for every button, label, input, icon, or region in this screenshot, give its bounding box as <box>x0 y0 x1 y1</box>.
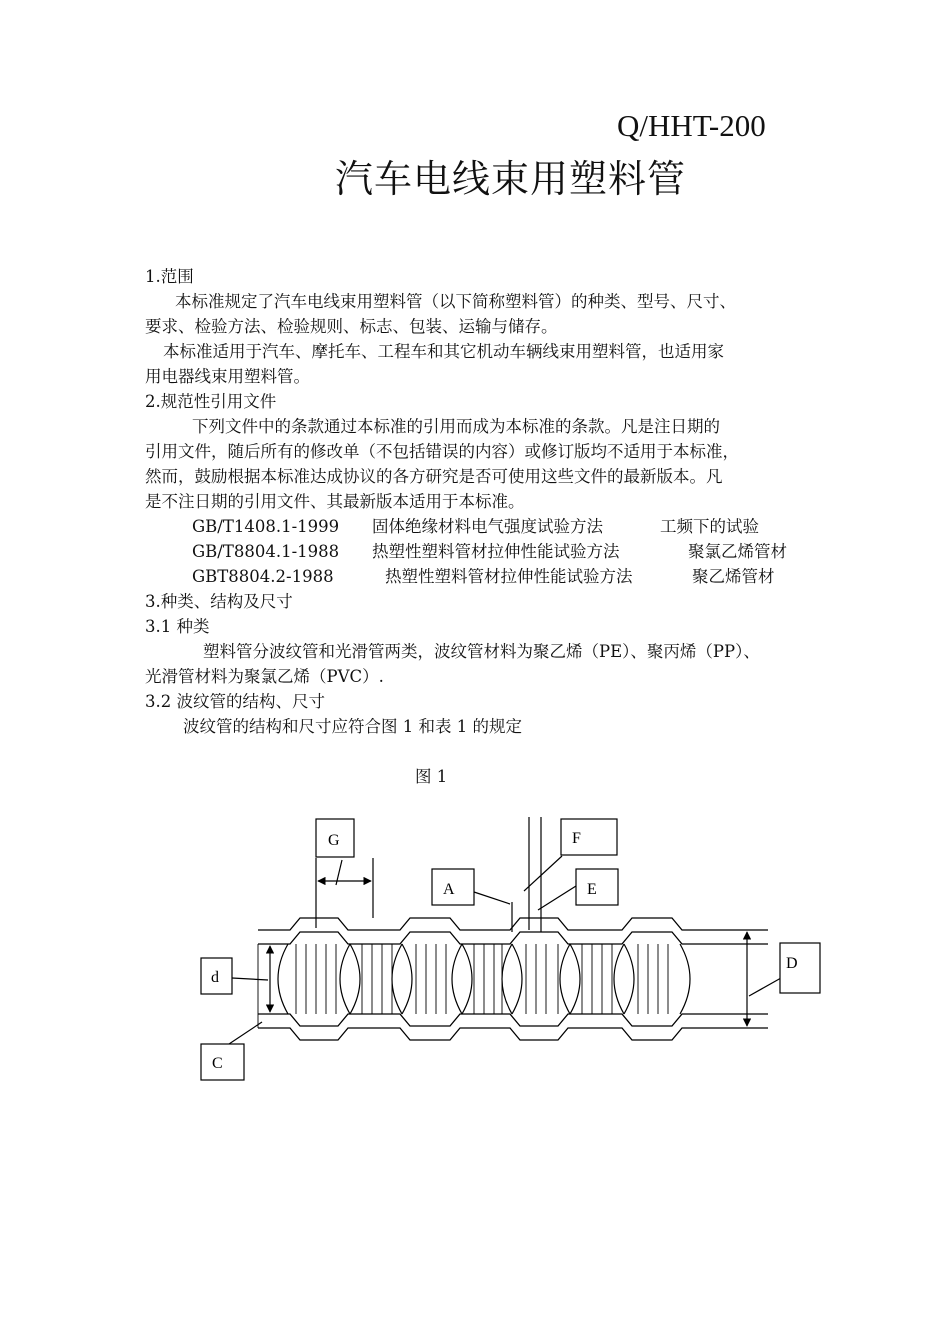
dimension-c <box>226 1022 262 1046</box>
label-d-small: d <box>211 969 219 986</box>
document-title: 汽车电线束用塑料管 <box>335 157 687 201</box>
section-3-2-paragraph: 波纹管的结构和尺寸应符合图 1 和表 1 的规定 <box>183 717 522 736</box>
pipe-hatching <box>258 944 768 1028</box>
section-2-paragraph-line: 然而，鼓励根据本标准达成协议的各方研究是否可使用这些文件的最新版本。凡 <box>145 467 723 486</box>
label-a: A <box>443 881 455 898</box>
section-3-1-paragraph-line: 光滑管材料为聚氯乙烯（PVC）. <box>145 667 384 686</box>
section-3-1-paragraph-line: 塑料管分波纹管和光滑管两类，波纹管材料为聚乙烯（PE）、聚丙烯（PP）、 <box>203 642 760 661</box>
ref-note: 工频下的试验 <box>660 517 759 536</box>
ref-name: 固体绝缘材料电气强度试验方法 <box>372 517 603 536</box>
label-e: E <box>587 881 597 898</box>
ref-name: 热塑性塑料管材拉伸性能试验方法 <box>372 542 620 561</box>
section-2-paragraph-line: 引用文件，随后所有的修改单（不包括错误的内容）或修订版均不适用于本标准， <box>145 442 739 461</box>
dimension-e <box>538 886 576 910</box>
callout-box-e <box>576 869 618 905</box>
section-1-paragraph-line: 用电器线束用塑料管。 <box>145 367 310 386</box>
ref-code: GB/T1408.1-1999 <box>192 517 340 536</box>
section-2-paragraph-line: 下列文件中的条款通过本标准的引用而成为本标准的条款。凡是注日期的 <box>192 417 720 436</box>
section-3-1-heading: 3.1 种类 <box>145 617 210 636</box>
section-3-2-heading: 3.2 波纹管的结构、尺寸 <box>145 692 325 711</box>
figure-caption: 图 1 <box>415 767 448 786</box>
pipe-outline <box>258 918 768 1040</box>
section-1-paragraph-line: 本标准适用于汽车、摩托车、工程车和其它机动车辆线束用塑料管，也适用家 <box>163 342 724 361</box>
ref-note: 聚氯乙烯管材 <box>688 542 787 561</box>
dimension-f <box>524 817 562 932</box>
dimension-a <box>474 892 512 932</box>
label-g: G <box>328 832 340 849</box>
label-c: C <box>212 1055 223 1072</box>
dimension-d-large <box>747 932 781 1026</box>
section-3-heading: 3.种类、结构及尺寸 <box>145 592 293 611</box>
dimension-d-small <box>232 946 270 1012</box>
section-2-heading: 2.规范性引用文件 <box>145 392 277 411</box>
callout-box-f <box>561 819 617 855</box>
ref-code: GB/T8804.1-1988 <box>192 542 340 561</box>
ref-name: 热塑性塑料管材拉伸性能试验方法 <box>385 567 633 586</box>
label-f: F <box>572 830 581 847</box>
ref-note: 聚乙烯管材 <box>692 567 775 586</box>
standard-number: Q/HHT-200 <box>617 108 766 143</box>
section-2-paragraph-line: 是不注日期的引用文件、其最新版本适用于本标准。 <box>145 492 525 511</box>
section-1-paragraph-line: 要求、检验方法、检验规则、标志、包装、运输与储存。 <box>145 317 558 336</box>
section-1-heading: 1.范围 <box>145 267 194 286</box>
section-1-paragraph-line: 本标准规定了汽车电线束用塑料管（以下简称塑料管）的种类、型号、尺寸、 <box>175 292 736 311</box>
label-d-large: D <box>786 955 798 972</box>
ref-code: GBT8804.2-1988 <box>192 567 334 586</box>
